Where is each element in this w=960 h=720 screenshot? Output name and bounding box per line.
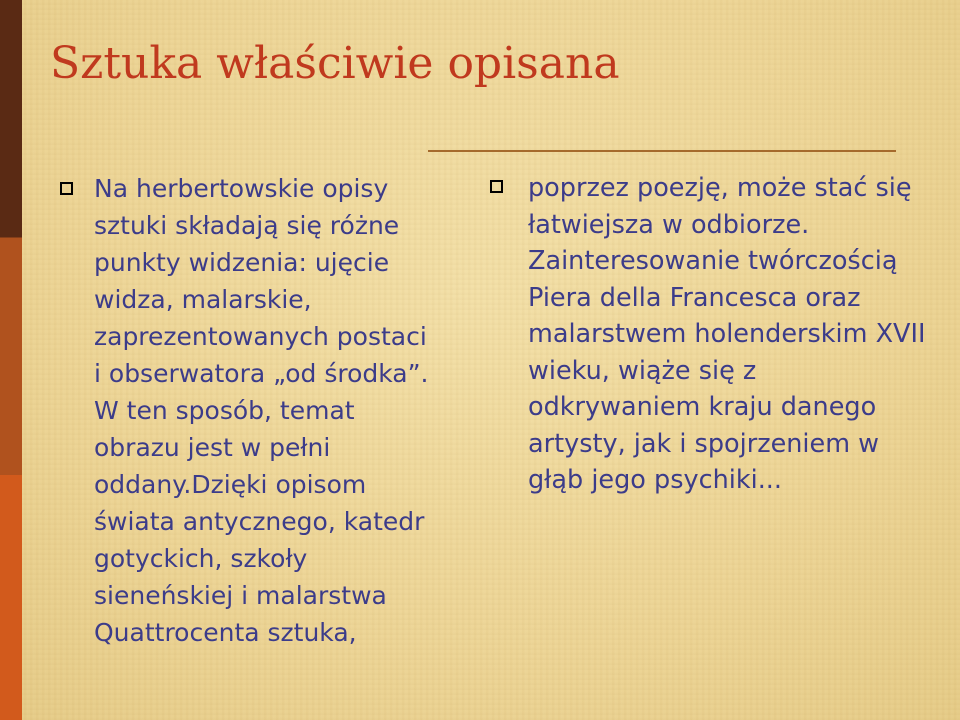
bullet-text: poprzez poezję, może stać się łatwiejsza w odbiorze. Zainteresowanie twórczością Piera della Francesca oraz malarstwem holenderskim XVII wieku, wiąże się z odkrywaniem kraju danego artysty, jak i spojrzeniem w głąb jego psychiki... bbox=[528, 173, 926, 495]
bullet-item bbox=[490, 170, 930, 499]
title-underline-rule bbox=[428, 150, 896, 152]
slide-title: Sztuka właściwie opisana bbox=[50, 38, 620, 89]
bullet-item bbox=[60, 170, 440, 651]
left-accent-stripe bbox=[0, 0, 22, 720]
right-column bbox=[490, 170, 930, 499]
left-column bbox=[60, 170, 440, 651]
square-bullet-icon bbox=[490, 180, 503, 193]
square-bullet-icon bbox=[60, 182, 73, 195]
bullet-text: Na herbertowskie opisy sztuki składają się różne punkty widzenia: ujęcie widza, malarskie, zaprezentowanych postaci i obserwatora „od środka”. W ten sposób, temat obrazu jest w pełni oddany.Dzięki opisom świata antycznego, katedr gotyckich, szkoły sieneńskiej i malarstwa Quattrocenta sztuka, bbox=[94, 174, 429, 647]
